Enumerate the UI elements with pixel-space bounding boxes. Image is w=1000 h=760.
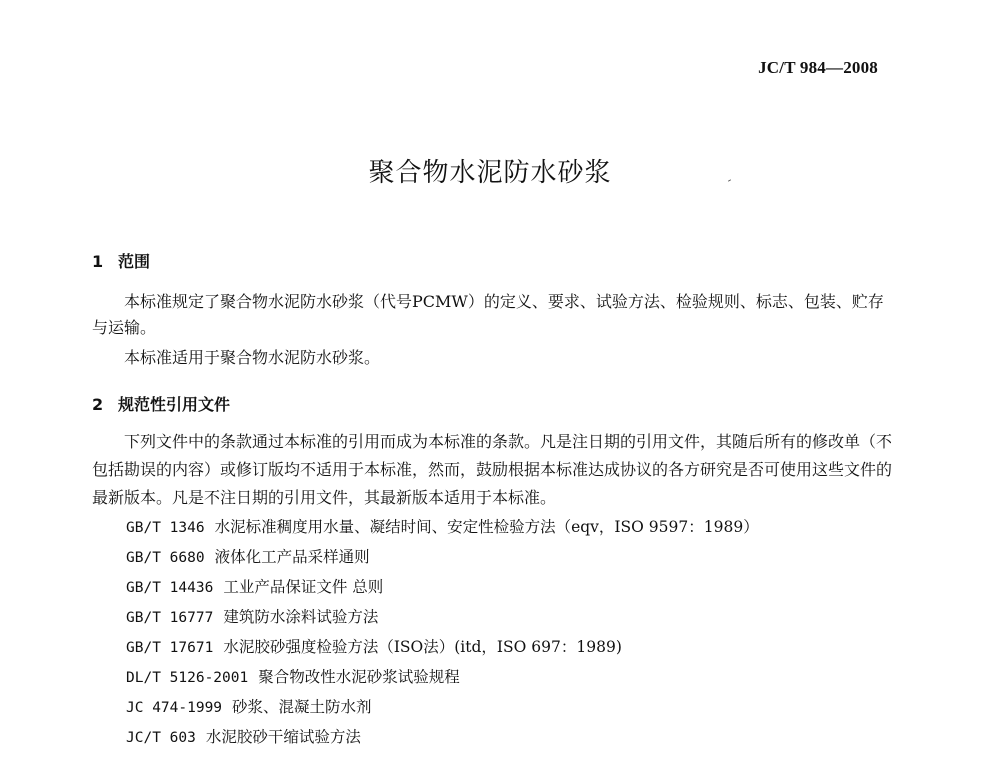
reference-code: GB/T 14436 bbox=[126, 580, 214, 596]
reference-code: GB/T 17671 bbox=[126, 640, 214, 656]
reference-title: 水泥胶砂干缩试验方法 bbox=[205, 728, 361, 746]
reference-title: 建筑防水涂料试验方法 bbox=[223, 608, 379, 626]
section-1-title: 范围 bbox=[118, 252, 151, 271]
reference-title: 砂浆、混凝土防水剂 bbox=[232, 698, 372, 716]
reference-item bbox=[126, 722, 759, 752]
reference-item bbox=[126, 662, 759, 692]
reference-code: DL/T 5126-2001 bbox=[126, 670, 249, 686]
section-2-paragraph-1: 下列文件中的条款通过本标准的引用而成为本标准的条款。凡是注日期的引用文件，其随后所有的修改单（不包括勘误的内容）或修订版均不适用于本标准，然而，鼓励根据本标准达成协议的各方研究是否可使用这些文件的最新版本。凡是不注日期的引用文件，其最新版本适用于本标准。 bbox=[92, 432, 893, 507]
section-2-title: 规范性引用文件 bbox=[118, 395, 231, 414]
section-1-number: 1 bbox=[92, 252, 104, 271]
reference-code: GB/T 6680 bbox=[126, 550, 205, 566]
reference-code: JC 474-1999 bbox=[126, 700, 223, 716]
section-1-paragraph-2: 本标准适用于聚合物水泥防水砂浆。 bbox=[124, 348, 381, 367]
reference-title: 液体化工产品采样通则 bbox=[214, 548, 370, 566]
reference-title: 工业产品保证文件 总则 bbox=[223, 578, 384, 596]
reference-title: 聚合物改性水泥砂浆试验规程 bbox=[258, 668, 460, 686]
reference-title: 水泥胶砂强度检验方法（ISO法）(itd，ISO 697：1989) bbox=[223, 638, 622, 656]
reference-item bbox=[126, 692, 759, 722]
section-1-paragraph-1: 本标准规定了聚合物水泥防水砂浆（代号PCMW）的定义、要求、试验方法、检验规则、标志、包装、贮存与运输。 bbox=[92, 292, 884, 337]
section-2-heading bbox=[92, 392, 230, 415]
reference-item bbox=[126, 572, 759, 602]
document-title: 聚合物水泥防水砂浆 bbox=[368, 158, 612, 188]
reference-code: JC/T 603 bbox=[126, 730, 196, 746]
reference-item bbox=[126, 512, 759, 542]
reference-item bbox=[126, 542, 759, 572]
section-2-number: 2 bbox=[92, 395, 104, 414]
section-1-heading bbox=[92, 249, 150, 272]
reference-item bbox=[126, 602, 759, 632]
normative-references-list bbox=[126, 512, 759, 752]
reference-title: 水泥标准稠度用水量、凝结时间、安定性检验方法（eqv，ISO 9597：1989） bbox=[214, 518, 759, 536]
standard-code: JC/T 984—2008 bbox=[758, 58, 878, 77]
reference-item bbox=[126, 632, 759, 662]
reference-code: GB/T 1346 bbox=[126, 520, 205, 536]
reference-code: GB/T 16777 bbox=[126, 610, 214, 626]
